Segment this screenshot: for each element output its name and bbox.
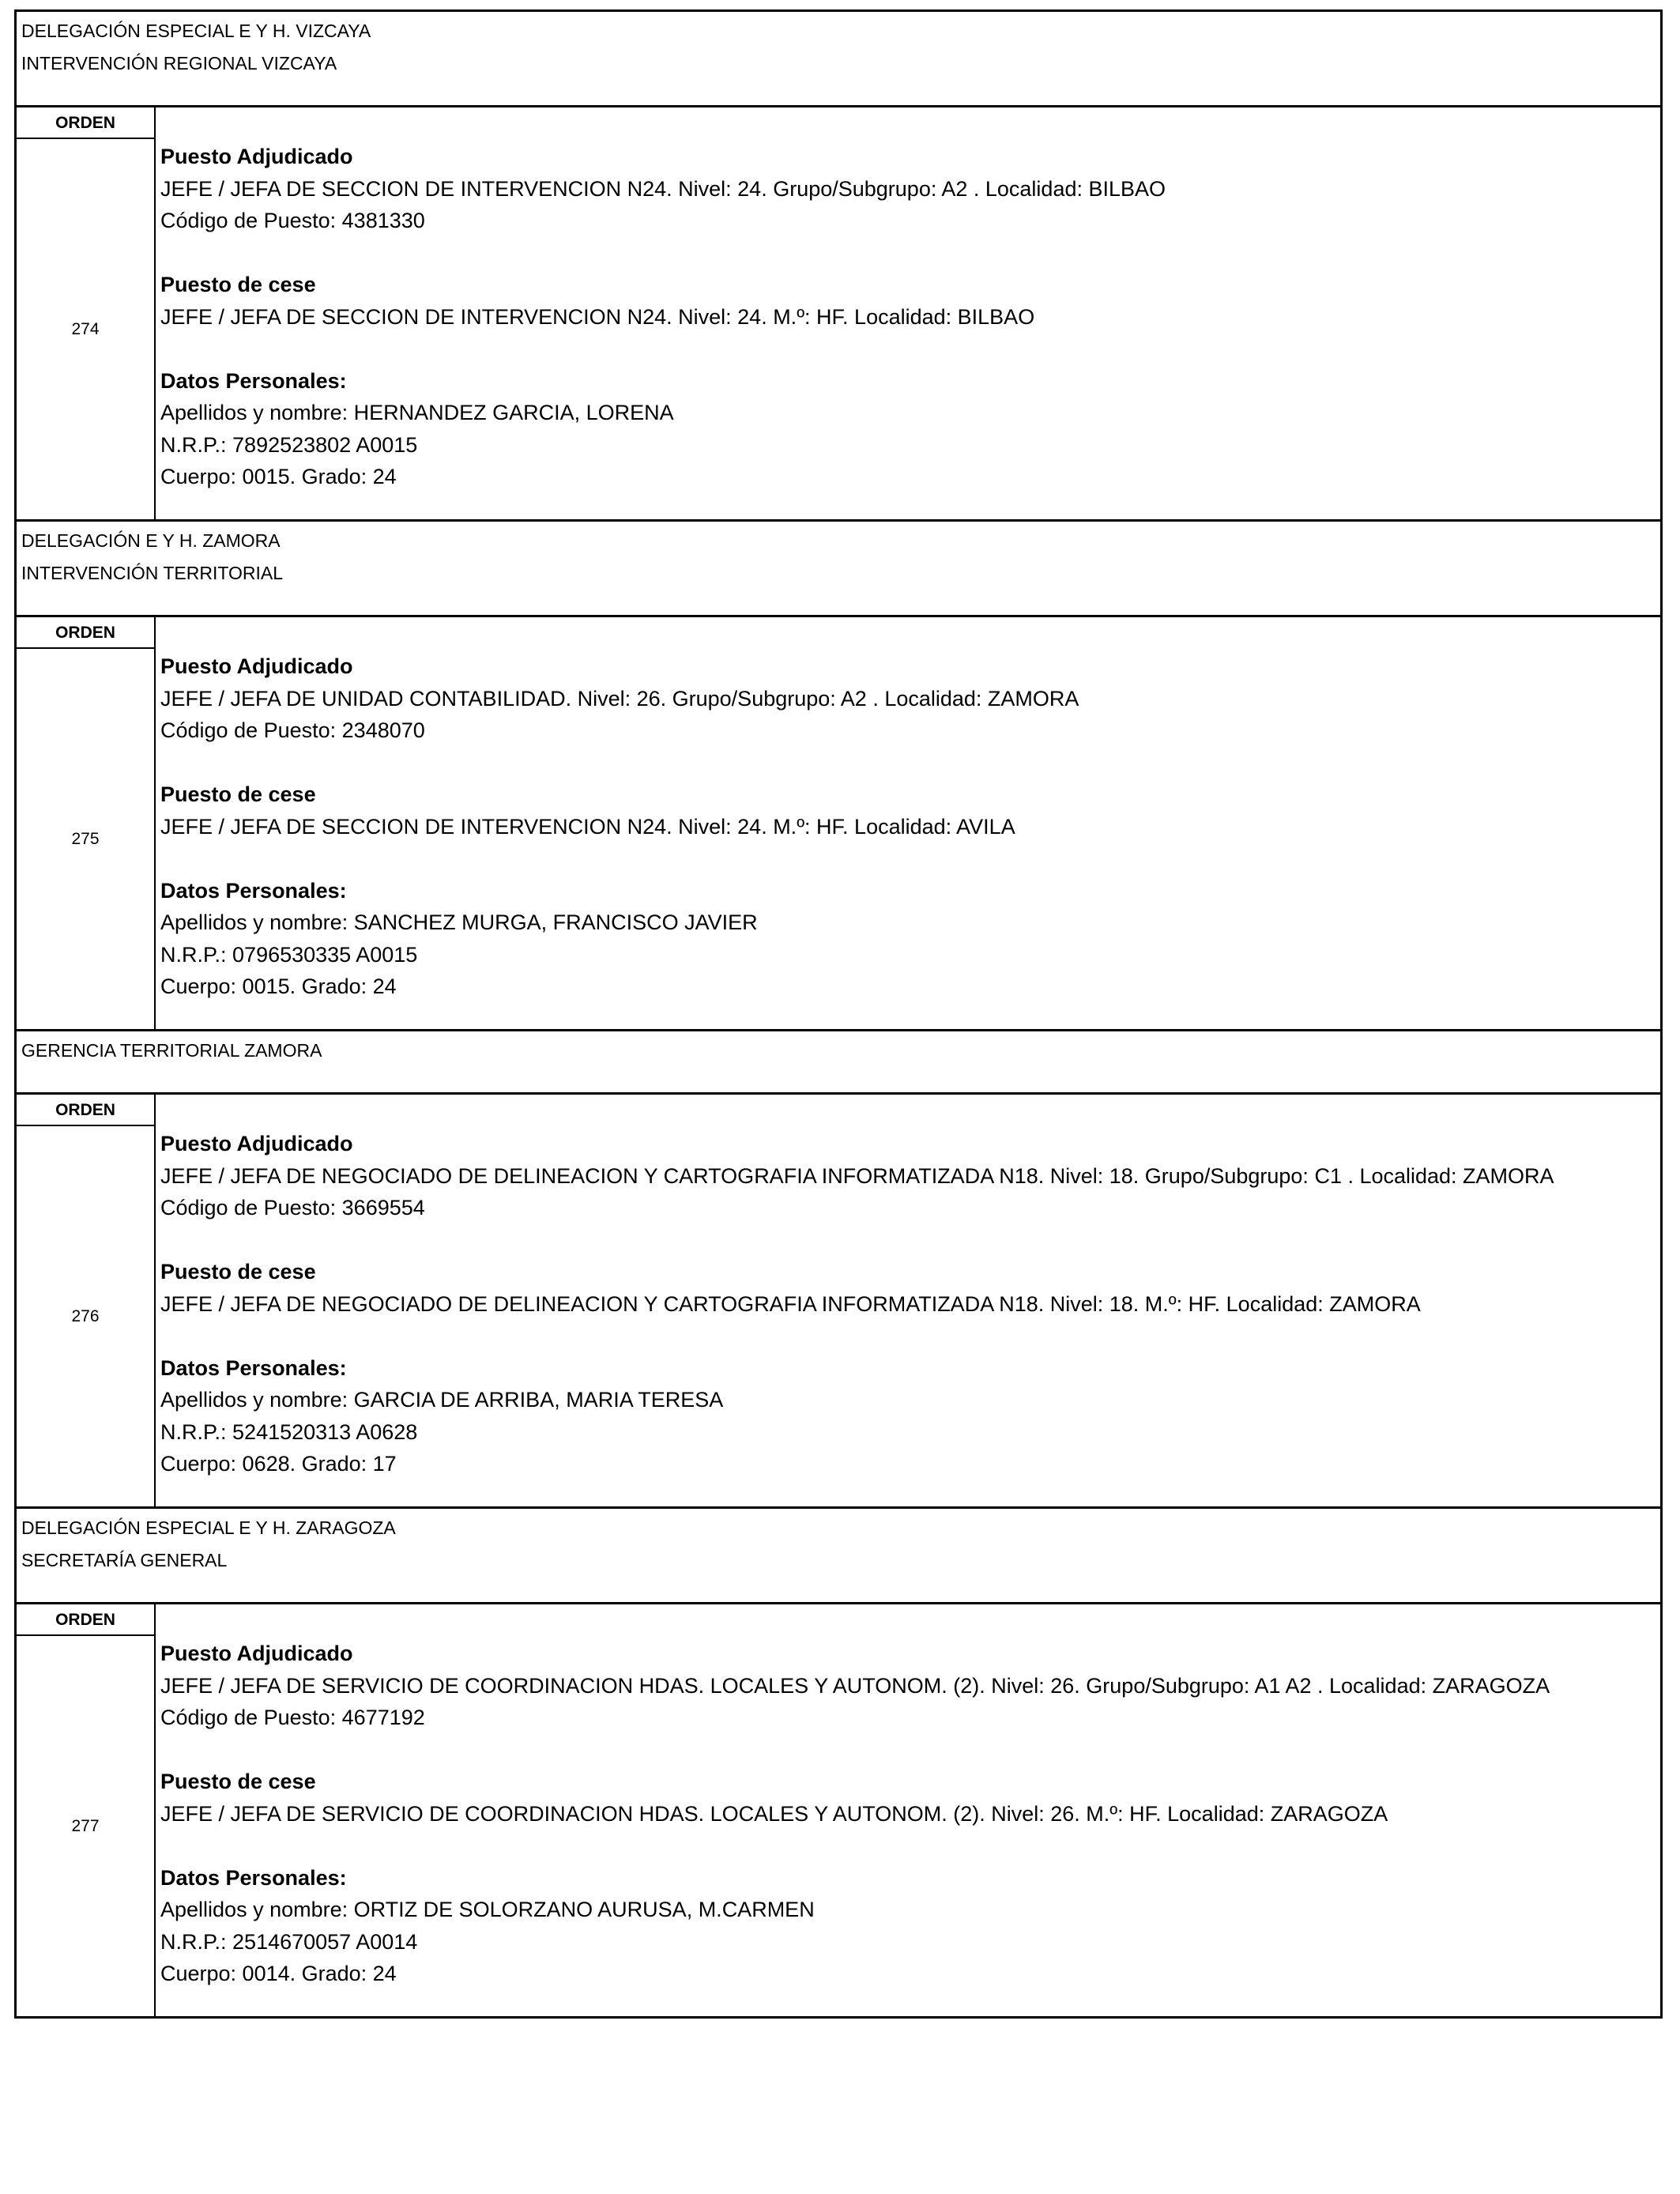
delegacion-label: DELEGACIÓN E Y H. ZAMORA (21, 530, 281, 551)
puesto-adjudicado-text: JEFE / JEFA DE NEGOCIADO DE DELINEACION Y CARTOGRAFIA INFORMATIZADA N18. Nivel: 18. Grupo/Subgrupo: C1 . Localidad: ZAMORA (160, 1163, 1554, 1188)
section-header (17, 1509, 1660, 1604)
entry-details (156, 1095, 1660, 1506)
cuerpo-grado: Cuerpo: 0628. Grado: 17 (160, 1452, 397, 1476)
document-table (14, 9, 1663, 2019)
unidad-label: SECRETARÍA GENERAL (21, 1550, 228, 1570)
entry-row (17, 107, 1660, 522)
apellidos-nombre: Apellidos y nombre: GARCIA DE ARRIBA, MARIA TERESA (160, 1388, 724, 1412)
section-header (17, 12, 1660, 107)
orden-label: ORDEN (17, 1095, 154, 1126)
puesto-cese-title: Puesto de cese (160, 1260, 316, 1284)
delegacion-label: DELEGACIÓN ESPECIAL E Y H. ZARAGOZA (21, 1517, 396, 1538)
apellidos-nombre: Apellidos y nombre: HERNANDEZ GARCIA, LORENA (160, 401, 674, 424)
puesto-cese-text: JEFE / JEFA DE SERVICIO DE COORDINACION HDAS. LOCALES Y AUTONOM. (2). Nivel: 26. M.º: HF. Localidad: ZARAGOZA (160, 1801, 1388, 1826)
codigo-puesto: Código de Puesto: 3669554 (160, 1196, 425, 1220)
puesto-cese-text: JEFE / JEFA DE SECCION DE INTERVENCION N24. Nivel: 24. M.º: HF. Localidad: BILBAO (160, 304, 1035, 329)
puesto-cese-text: JEFE / JEFA DE SECCION DE INTERVENCION N24. Nivel: 24. M.º: HF. Localidad: AVILA (160, 814, 1015, 839)
section-header (17, 1031, 1660, 1095)
nrp: N.R.P.: 7892523802 A0015 (160, 432, 418, 457)
orden-number: 276 (71, 1306, 100, 1325)
orden-column (17, 1604, 156, 2016)
entry-details (156, 1604, 1660, 2016)
orden-number: 275 (71, 829, 100, 848)
apellidos-nombre: Apellidos y nombre: SANCHEZ MURGA, FRANCISCO JAVIER (160, 910, 758, 934)
entry-details (156, 107, 1660, 519)
apellidos-nombre: Apellidos y nombre: ORTIZ DE SOLORZANO AURUSA, M.CARMEN (160, 1898, 815, 1921)
puesto-adjudicado-title: Puesto Adjudicado (160, 1132, 353, 1155)
codigo-puesto: Código de Puesto: 4677192 (160, 1706, 425, 1729)
section-header (17, 522, 1660, 617)
puesto-cese-text: JEFE / JEFA DE NEGOCIADO DE DELINEACION Y CARTOGRAFIA INFORMATIZADA N18. Nivel: 18. M.º: HF. Localidad: ZAMORA (160, 1291, 1421, 1316)
cuerpo-grado: Cuerpo: 0015. Grado: 24 (160, 974, 397, 998)
orden-label: ORDEN (17, 1604, 154, 1636)
datos-personales-title: Datos Personales: (160, 368, 347, 393)
codigo-puesto: Código de Puesto: 2348070 (160, 718, 425, 742)
puesto-adjudicado-text: JEFE / JEFA DE UNIDAD CONTABILIDAD. Nivel: 26. Grupo/Subgrupo: A2 . Localidad: ZAMORA (160, 686, 1079, 711)
orden-column (17, 617, 156, 1029)
puesto-cese-title: Puesto de cese (160, 1770, 316, 1793)
datos-personales-title: Datos Personales: (160, 1355, 347, 1380)
orden-number: 274 (71, 319, 100, 338)
cuerpo-grado: Cuerpo: 0015. Grado: 24 (160, 465, 397, 488)
unidad-label: INTERVENCIÓN REGIONAL VIZCAYA (21, 53, 337, 74)
nrp: N.R.P.: 5241520313 A0628 (160, 1419, 418, 1444)
orden-column (17, 107, 156, 519)
puesto-adjudicado-title: Puesto Adjudicado (160, 145, 353, 168)
orden-label: ORDEN (17, 107, 154, 139)
datos-personales-title: Datos Personales: (160, 878, 347, 903)
orden-number: 277 (71, 1816, 100, 1835)
puesto-adjudicado-text: JEFE / JEFA DE SERVICIO DE COORDINACION HDAS. LOCALES Y AUTONOM. (2). Nivel: 26. Grupo/Subgrupo: A1 A2 . Localidad: ZARAGOZA (160, 1673, 1550, 1698)
nrp: N.R.P.: 0796530335 A0015 (160, 942, 418, 967)
nrp: N.R.P.: 2514670057 A0014 (160, 1929, 418, 1954)
entry-row (17, 1604, 1660, 2019)
puesto-cese-title: Puesto de cese (160, 273, 316, 296)
puesto-adjudicado-title: Puesto Adjudicado (160, 1642, 353, 1665)
codigo-puesto: Código de Puesto: 4381330 (160, 209, 425, 232)
cuerpo-grado: Cuerpo: 0014. Grado: 24 (160, 1962, 397, 1985)
entry-row (17, 1095, 1660, 1509)
entry-details (156, 617, 1660, 1029)
unidad-label: INTERVENCIÓN TERRITORIAL (21, 563, 284, 583)
delegacion-label: GERENCIA TERRITORIAL ZAMORA (21, 1040, 322, 1061)
puesto-adjudicado-text: JEFE / JEFA DE SECCION DE INTERVENCION N24. Nivel: 24. Grupo/Subgrupo: A2 . Localidad: BILBAO (160, 176, 1166, 201)
puesto-adjudicado-title: Puesto Adjudicado (160, 654, 353, 678)
datos-personales-title: Datos Personales: (160, 1865, 347, 1890)
orden-column (17, 1095, 156, 1506)
delegacion-label: DELEGACIÓN ESPECIAL E Y H. VIZCAYA (21, 21, 371, 41)
puesto-cese-title: Puesto de cese (160, 782, 316, 806)
orden-label: ORDEN (17, 617, 154, 649)
entry-row (17, 617, 1660, 1031)
